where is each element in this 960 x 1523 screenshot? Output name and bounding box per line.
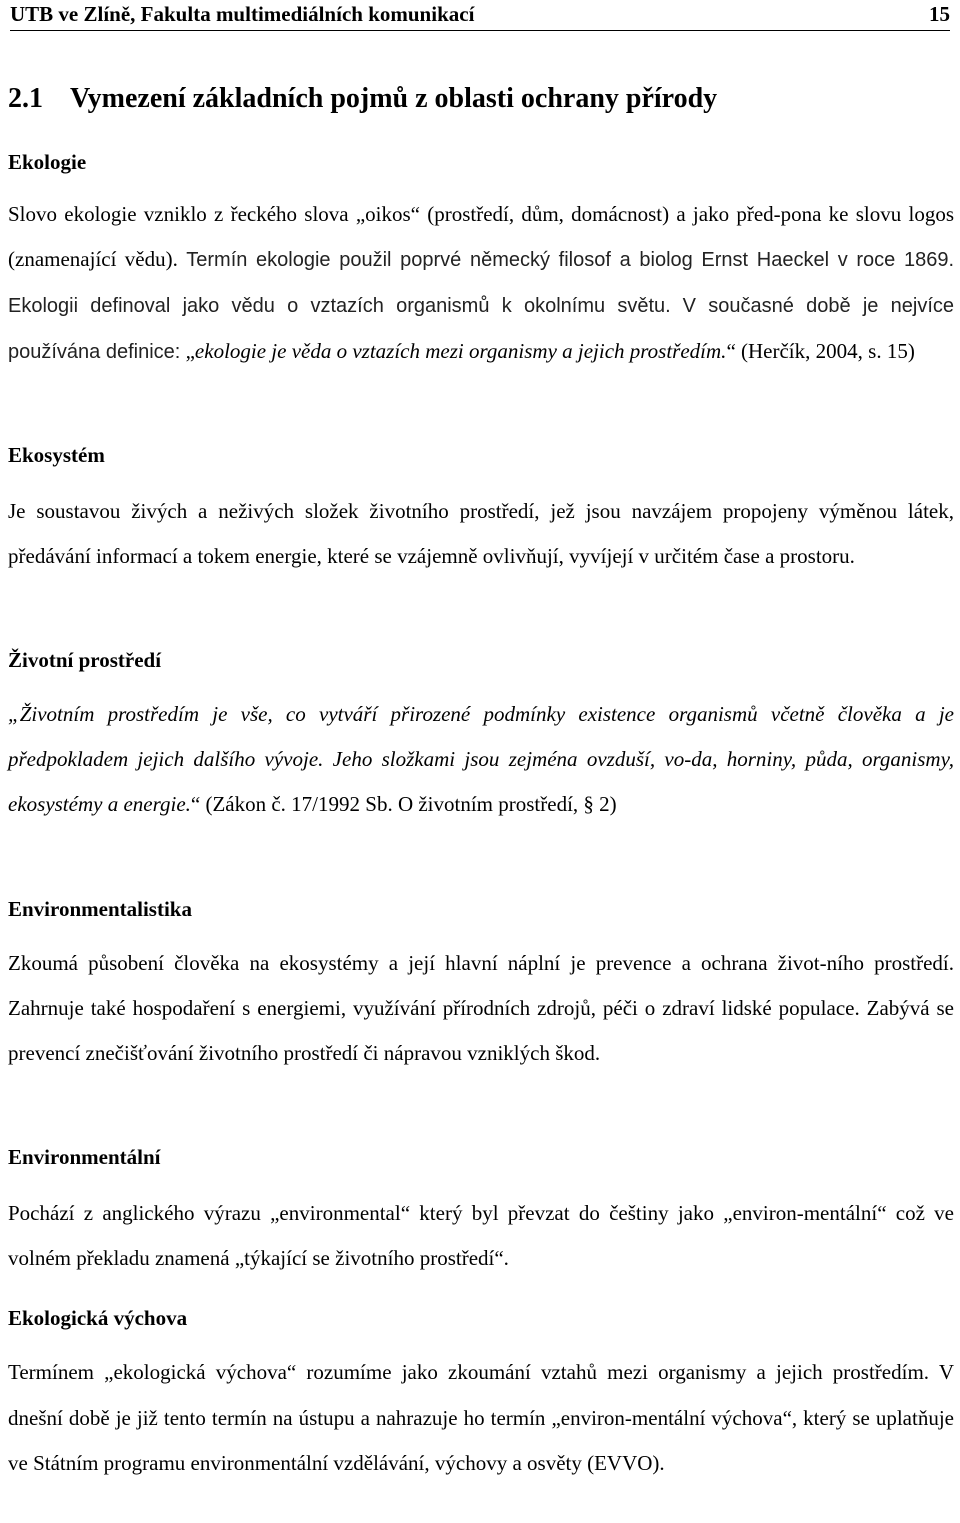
zp-quote-open: „ <box>8 702 20 726</box>
ekologie-text-3: V současné době je nejvíce používána definice: <box>8 295 955 363</box>
section-title <box>8 82 954 116</box>
heading-zivotni-prostredi: Životní prostředí <box>8 648 162 672</box>
paragraph-zivotni-prostredi <box>8 692 954 827</box>
heading-environmentalistika: Environmentalistika <box>8 897 192 921</box>
ekologie-citation: (Herčík, 2004, s. 15) <box>741 339 915 363</box>
heading-environmentalni: Environmentální <box>8 1145 161 1169</box>
ekologie-quote-close: “ <box>726 339 736 363</box>
page-number: 15 <box>929 2 950 26</box>
section-number: 2.1 <box>8 83 43 114</box>
ekologie-definition: ekologie je věda o vztazích mezi organismy a jejich prostředím. <box>194 339 727 363</box>
ekologie-text-2: Termín ekologie použil poprvé německý filosof a biolog Ernst Haeckel v roce 1869. Ekologii definoval jako vědu o vztazích organismů k okolnímu světu. <box>8 249 955 317</box>
ekologie-text-1: Slovo ekologie vzniklo z řeckého slova „oikos“ (prostředí, dům, domácnost) a jako před-pona ke slovu logos (znamenající vědu). <box>8 202 954 271</box>
paragraph-ekosystem: Je soustavou živých a neživých složek životního prostředí, jež jsou navzájem propojeny výměnou látek, předávání informací a tokem energie, které se vzájemně ovlivňují, vyvíjejí v určitém čase a prostoru. <box>8 499 954 568</box>
heading-ekologicka-vychova: Ekologická výchova <box>8 1306 188 1330</box>
header-title: UTB ve Zlíně, Fakulta multimediálních komunikací <box>10 2 475 26</box>
heading-ekologie: Ekologie <box>8 150 87 174</box>
section-title-text: Vymezení základních pojmů z oblasti ochrany přírody <box>70 83 718 114</box>
running-header <box>10 0 950 31</box>
heading-ekosystem: Ekosystém <box>8 443 105 467</box>
paragraph-ekologicka-vychova: Termínem „ekologická výchova“ rozumíme jako zkoumání vztahů mezi organismy a jejich prostředím. V dnešní době je již tento termín na ústupu a nahrazuje ho termín „environ-mentální výchova“, který se uplatňuje ve Státním programu environmentální vzdělávání, výchovy a osvěty (EVVO). <box>8 1360 954 1475</box>
paragraph-environmentalni: Pochází z anglického výrazu „environmental“ který byl převzat do češtiny jako „environ-mentální“ což ve volném překladu znamená „týkající se životního prostředí“. <box>8 1201 954 1270</box>
paragraph-environmentalistika: Zkoumá působení člověka na ekosystémy a její hlavní náplní je prevence a ochrana život-ního prostředí. Zahrnuje také hospodaření s energiemi, využívání přírodních zdrojů, péči o zdraví lidské populace. Zabývá se prevencí znečišťování životního prostředí či nápravou vzniklých škod. <box>8 951 954 1065</box>
paragraph-ekologie <box>8 192 954 375</box>
zp-quote-close: “ <box>190 792 201 816</box>
zp-definition: Životním prostředím je vše, co vytváří přirozené podmínky existence organismů včetně člověka a je předpokladem jejich dalšího vývoje. Jeho složkami jsou zejména ovzduší, vo-da, horniny, půda, organismy, ekosystémy a energie. <box>8 702 954 816</box>
ekologie-quote-open: „ <box>185 339 195 363</box>
zp-citation: (Zákon č. 17/1992 Sb. O životním prostředí, § 2) <box>205 792 617 816</box>
